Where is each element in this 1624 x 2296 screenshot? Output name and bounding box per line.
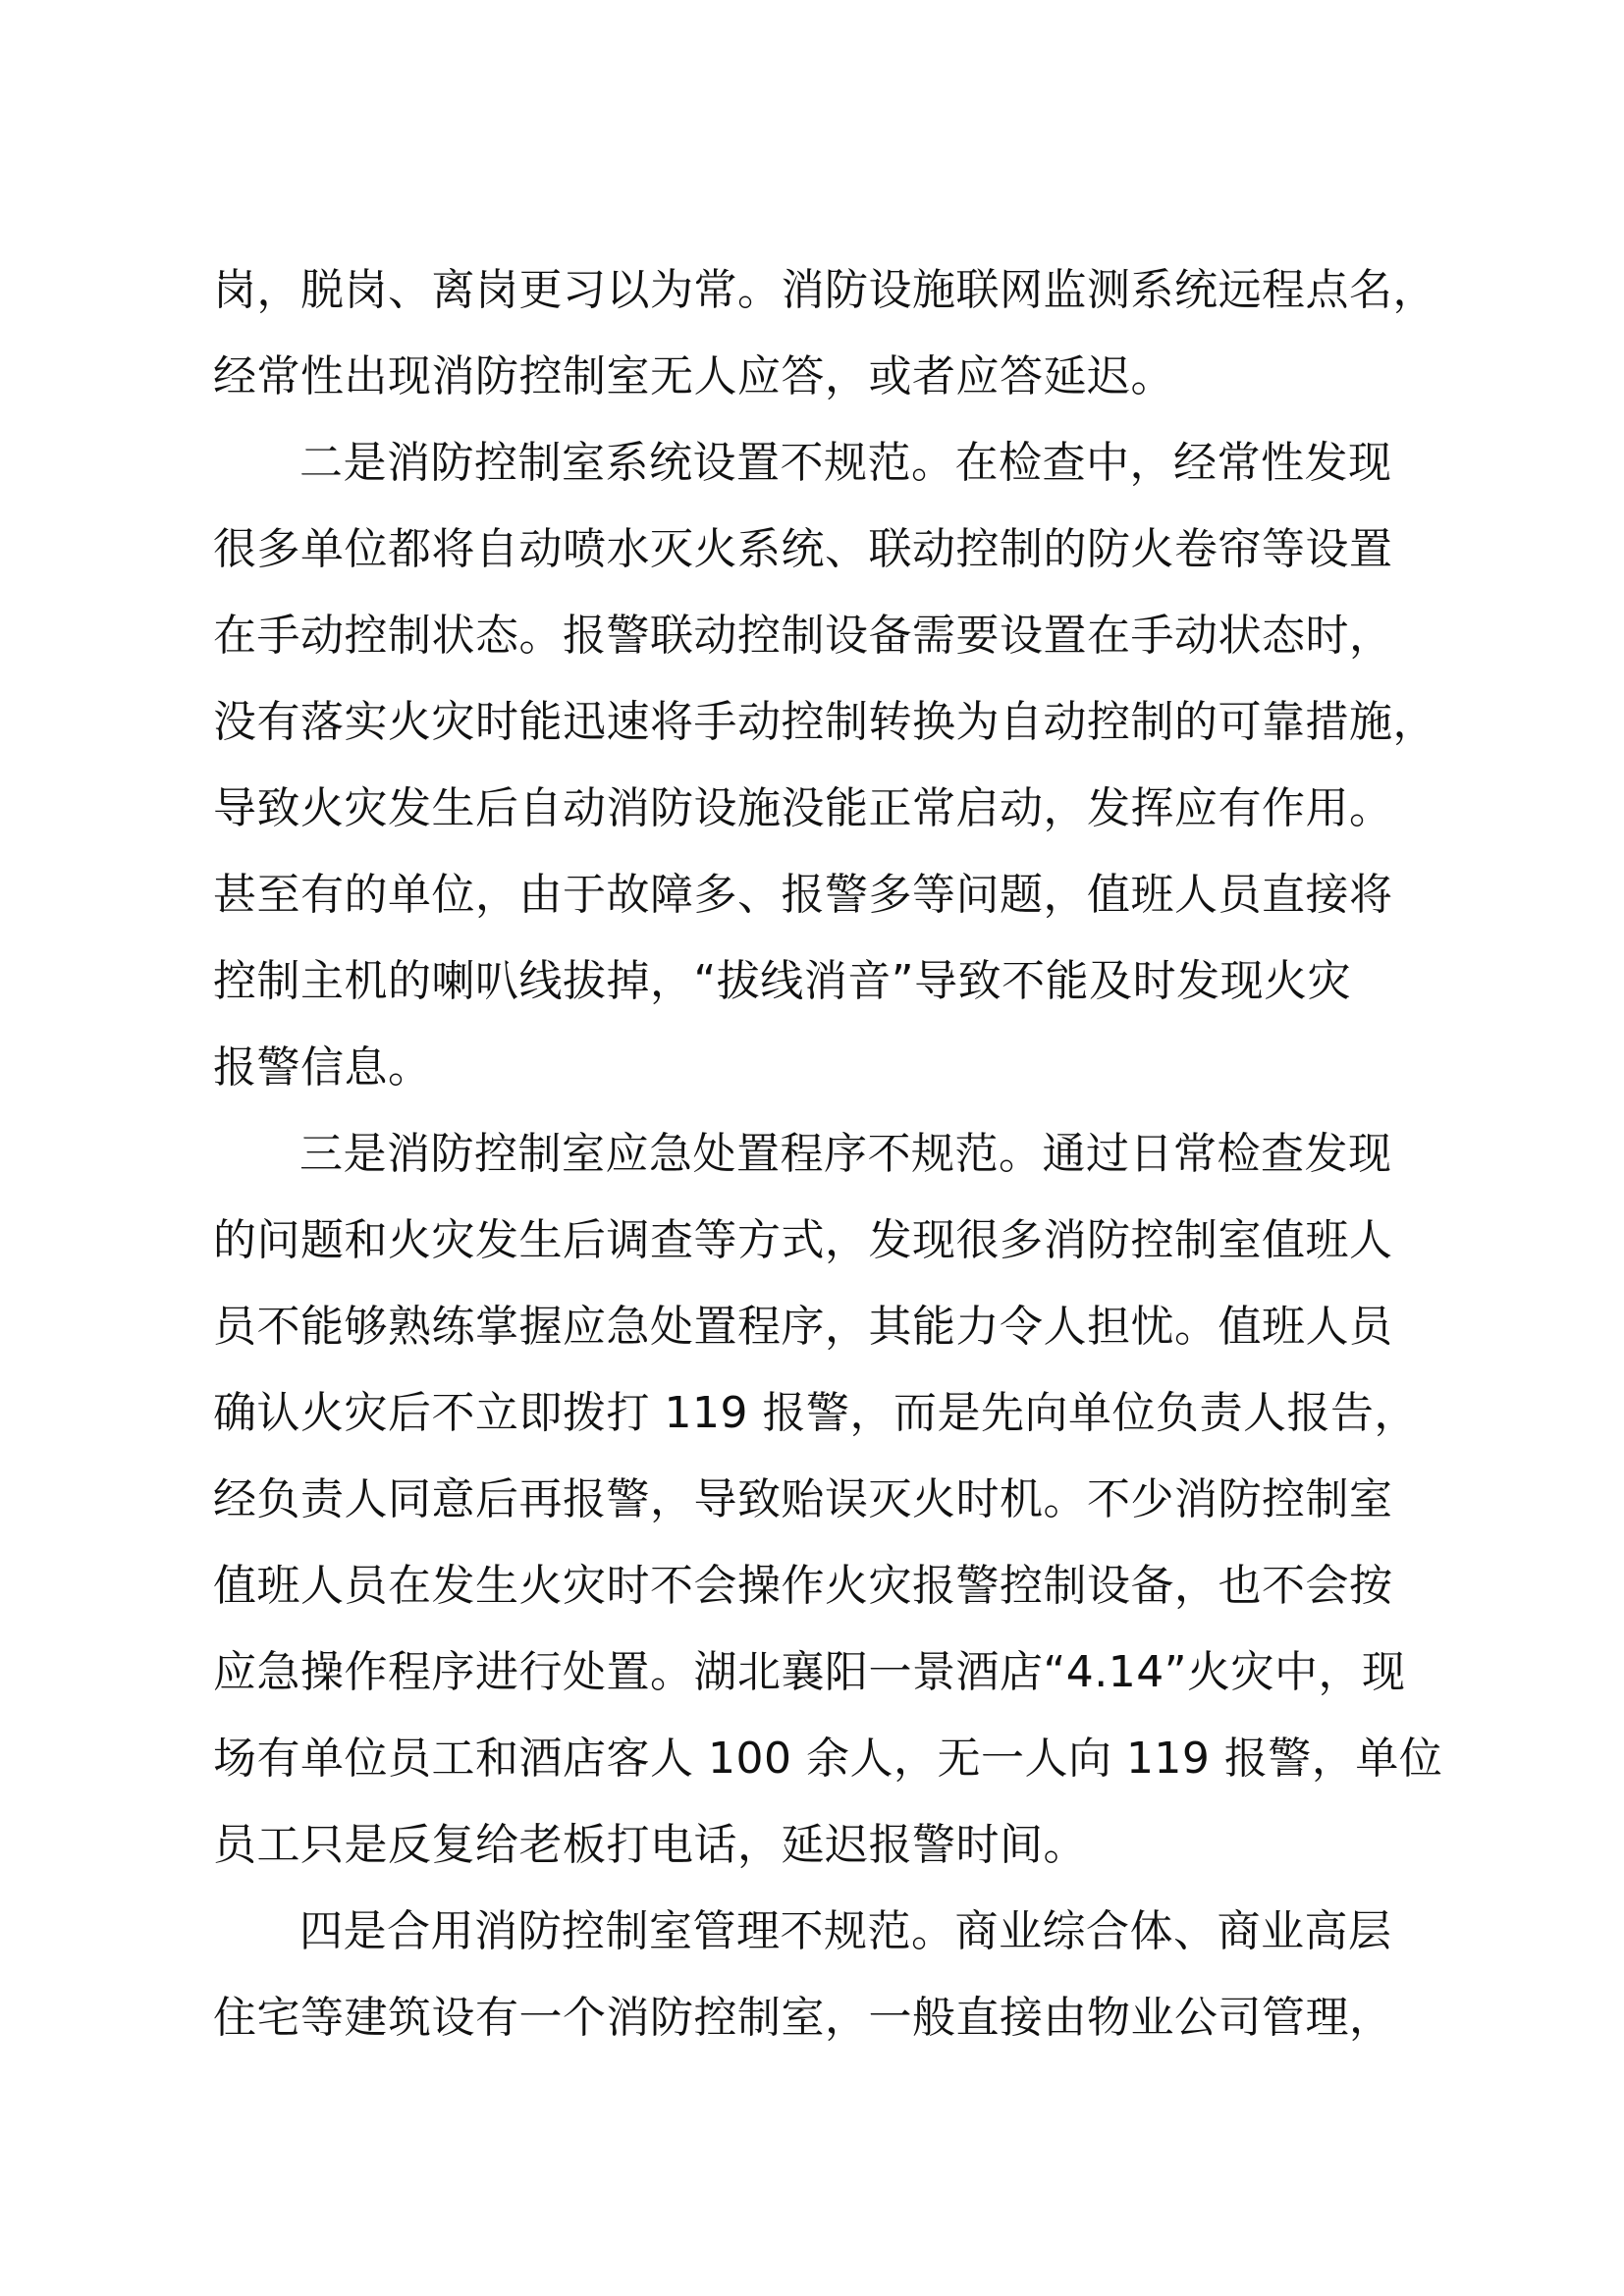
text-line: 很多单位都将自动喷水灭火系统、联动控制的防火卷帘等设置 [213,524,1393,574]
text-line: 甚至有的单位，由于故障多、报警多等问题，值班人员直接将 [213,870,1393,920]
text-line: 岗，脱岗、离岗更习以为常。消防设施联网监测系统远程点名， [213,265,1436,315]
text-line: 经负责人同意后再报警，导致贻误灭火时机。不少消防控制室 [213,1474,1393,1524]
paragraph-start-line: 三是消防控制室应急处置程序不规范。通过日常检查发现 [299,1129,1392,1179]
text-line: 导致火灾发生后自动消防设施没能正常启动，发挥应有作用。 [213,783,1393,833]
text-line: 员工只是反复给老板打电话，延迟报警时间。 [213,1820,1087,1870]
text-line: 在手动控制状态。报警联动控制设备需要设置在手动状态时， [213,611,1393,661]
text-line: 控制主机的喇叭线拔掉，“拔线消音”导致不能及时发现火灾 [213,956,1352,1006]
text-line: 住宅等建筑设有一个消防控制室，一般直接由物业公司管理， [213,1993,1393,2043]
text-line: 的问题和火灾发生后调查等方式，发现很多消防控制室值班人 [213,1215,1393,1265]
paragraph-start-line: 二是消防控制室系统设置不规范。在检查中，经常性发现 [299,438,1392,488]
text-line: 确认火灾后不立即拨打 119 报警，而是先向单位负责人报告， [213,1388,1418,1438]
text-line: 场有单位员工和酒店客人 100 余人，无一人向 119 报警，单位 [213,1734,1443,1784]
text-line: 报警信息。 [213,1042,432,1093]
body-text [213,247,1443,2061]
text-line: 经常性出现消防控制室无人应答，或者应答延迟。 [213,351,1174,401]
text-line: 应急操作程序进行处置。湖北襄阳一景酒店“4.14”火灾中，现 [213,1647,1406,1697]
text-line: 值班人员在发生火灾时不会操作火灾报警控制设备，也不会按 [213,1561,1393,1611]
text-line: 没有落实火灾时能迅速将手动控制转换为自动控制的可靠措施， [213,697,1436,747]
text-line: 员不能够熟练掌握应急处置程序，其能力令人担忧。值班人员 [213,1302,1393,1352]
paragraph-start-line: 四是合用消防控制室管理不规范。商业综合体、商业高层 [299,1906,1392,1956]
